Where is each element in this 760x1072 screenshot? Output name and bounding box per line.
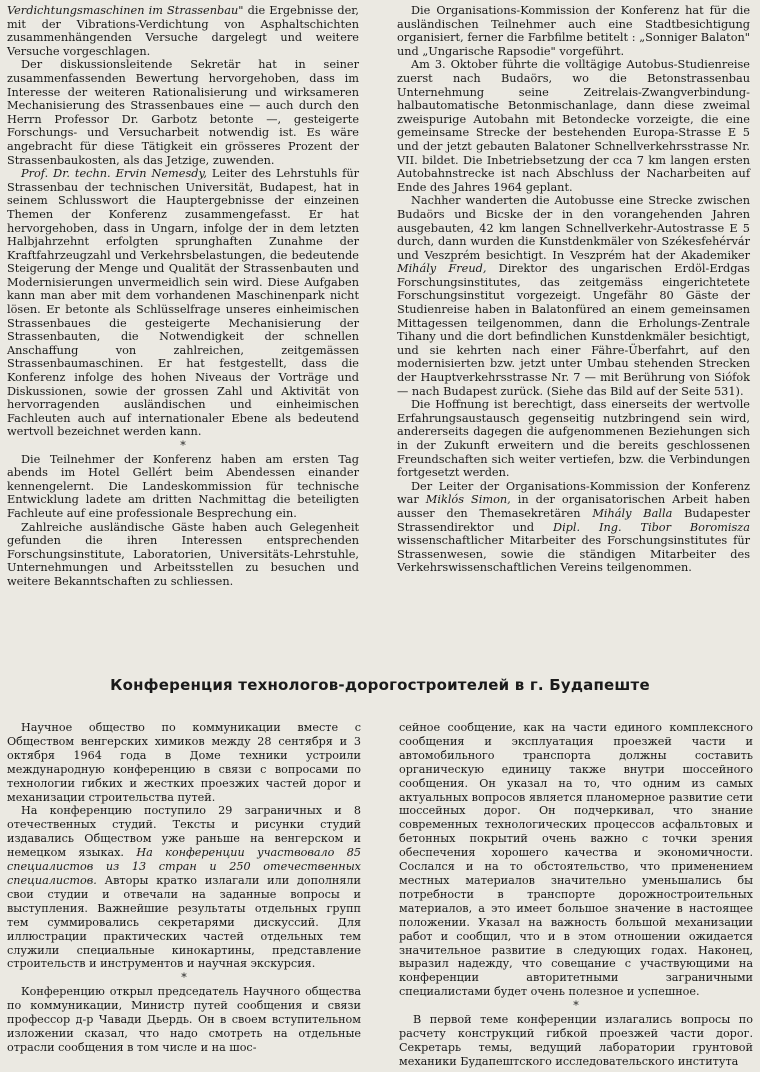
text: Budapester Strassendirektor und [397,506,751,534]
text: Nachher wanderten die Autobusse eine Strecke zwischen Budaörs und Bicske der in den vorangehenden Jahren ausgebauten, 42 km langen Schnellverkehr-Autostrasse E 5 durch, dann wurden die Kunstdenkmäler von Székesfehérvár und Veszprém besichtigt. In Veszprém hat der Akademiker [397,194,750,262]
paragraph [7,804,361,971]
person-name: Mihály Balla [592,506,673,520]
german-left-column [7,4,359,589]
german-right-column [397,4,750,575]
paragraph [397,480,750,575]
section-separator: * [573,999,579,1013]
text: wissenschaftlicher Mitarbeiter des Forschungsinstitutes für Strassenwesen, sowie die ständigen Mitarbeiter des Verkehrswissenschaftlichen Vereins teilgenommen. [397,534,750,575]
person-name: Dipl. Ing. Tibor Boromisza [553,520,750,534]
text: Direktor des ungarischen Erdöl-Erdgas Forschungsinstitutes, das zeitgemäss eingerichtetete Forschungsinstitut vorgezeigt. Ungefähr 80 Gäste der Studienreise haben in Balatonfüred an einem gemeinsamen Mittagessen teilgenommen, dann die Erholungs-Zentrale Tihany und die dort befindlichen Kunstdenkmäler besichtigt, und sie kehrten nach einer Fähre-Überfahrt, auf den modernisierten bzw. jetzt unter Umbau stehenden Strecken der Hauptverkehrsstrasse Nr. 7 — mit Berührung von Siófok — nach Budapest zurück. (Siehe das Bild auf der Seite 531). [397,262,750,398]
text: Leiter des Lehrstuhls für Strassenbau der technischen Universität, Budapest, hat in seinem Schlusswort die Hauptergebnisse der einzeinen Themen der Konferenz zusammengefasst. Er hat hervorgehoben, dass in Ungarn, infolge der in dem letzten Halbjahrzehnt erfolgten sprunghaften Zunahme der Kraftfahrzeugzahl und Verkehrsbelastungen, die bedeutende Steigerung der Menge und Qualität der Strassenbauten und Modernisierungen unvermeidlich sein wird. Diese Aufgaben kann man aber mit dem vorhandenen Maschinenpark nicht lösen. Er betonte als Schlüsselfrage unseres einheimischen Strassenbaues die gesteigerte Mechanisierung der Strassenbauten, die Notwendigkeit der schnellen Anschaffung von zahlreichen, zeitgemässen Strassenbaumaschinen. Er hat festgestellt, dass die Konferenz infolge des hohen Niveaus der Vorträge und Diskussionen, sowie der grossen Zahl und Aktivität von hervorragenden ausländischen und einheimischen Fachleuten auch auf internationaler Ebene als bedeutend wertvoll bezeichnet werden kann. [7,167,359,439]
paragraph [7,4,359,58]
text: in der organisatorischen Arbeit haben ausser den Themasekretären [397,493,750,520]
text: На конференцию поступило 29 заграничных и 8 отечественных студий. Тексты и рисунки студий издавались Обществом уже раньше на венгерском и немецком языках. [7,804,361,860]
text: Авторы кратко излагали или дополняли свои студии и отвечали на заданные вопросы и выступления. Важнейшие результаты отдельных групп тем суммировались секретарями дискуссий. Для иллюстрации практических частей отдельных тем служили специальные кинокартины, представление строительств и инструментов и научная экскурсия. [7,873,361,971]
paragraph [397,194,750,398]
italic-text: Verdichtungsmaschinen im Strassenbau" [7,4,244,17]
text: Der Leiter der Organisations-Kommission der Konferenz war [397,479,750,507]
person-name: Mihály Freud, [397,262,487,276]
article-title: Конференция технологов-дорогостроителей в г. Будапеште [110,676,650,694]
text: die Ergebnisse der, mit der Vibrations-Verdichtung von Asphaltschichten zusammenhängenden Versuche dargelegt und weitere Versuche vorgeschlagen. [7,4,360,58]
russian-right-column [399,721,753,1069]
author-name: Prof. Dr. techn. Ervin Nemesdy, [21,167,207,181]
paragraph: Die Organisations-Kommission der Konferenz hat für die ausländischen Teilnehmer auch eine Stadtbesichtigung organisiert, ferner die Farbfilme betitelt : „Sonniger Balaton" und „Ungarische Rapsodie" vorgeführt. [397,4,750,58]
paragraph: Конференцию открыл председатель Научного общества по коммуникации, Министр путей сообщения и связи профессор д-р Чавади Дьердь. Он в своем вступительном изложении сказал, что надо смотреть на отдельные отрасли сообщения в том числе и на шос- [7,985,361,1054]
paragraph: Der diskussionsleitende Sekretär hat in seiner zusammenfassenden Bewertung hervorgehoben, dass im Interesse der weiteren Rationalisierung und wirksameren Mechanisierung des Strassenbaues eine — auch durch den Herrn Professor Dr. Garbotz betonte —, gesteigerte Forschungs- und Versucharbeit notwendig ist. Es wäre angebracht für diese Tätigkeit ein grösseres Prozent der Strassenbaukosten, als das Jetzige, zuwenden. [7,58,359,167]
paragraph: Am 3. Oktober führte die volltägige Autobus-Studienreise zuerst nach Budaörs, wo die Betonstrassenbau Unternehmung seine Zeitrelais-Zwangverbindung- halbautomatische Betonmischanlage, dann diese zweimal zweispurige Autobahn mit Betondecke vorzeigte, die eine gemeinsame Strecke der bestehenden Europa-Strasse E 5 und der jetzt gebauten Balatoner Schnellverkehrsstrasse Nr. VII. bildet. Die Inbetriebsetzung der cca 7 km langen ersten Autobahnstrecke ist nach Abschluss der Nacharbeiten auf Ende des Jahres 1964 geplant. [397,58,750,194]
paragraph: Die Hoffnung ist berechtigt, dass einerseits der wertvolle Erfahrungsaustausch gegenseitig nutzbringend sein wird, andererseits dagegen die aufgenommenen Beziehungen sich in der Zukunft erweitern und die bereits geschlossenen Freundschaften sich weiter vertiefen, bzw. die Verbindungen fortgesetzt werden. [397,398,750,480]
paragraph: сейное сообщение, как на части единого комплексного сообщения и эксплуатация проезжей части и автомобильного транспорта должны составить органическую единицу также внутри шоссейного сообщения. Он указал на то, что одним из самых актуальных вопросов является планомерное развитие сети шоссейных дорог. Он подчеркивал, что знание современных технологических процессов асфальтовых и бетонных покрытий очень важно с точки зрения обеспечения хорошего качества и экономичности. Сослался и на то обстоятельство, что применением местных материалов значительно уменьшались бы потребности в транспорте дорожностроительных материалов, а это имеет большое значение в настоящее положении. Указал на важность большой механизации работ и сообщил, что и в этом отношении ожидается значительное развитие в следующих годах. Наконец, выразил надежду, что совещание с участвующими на конференции авторитетными заграничными специалистами будет очень полезное и успешное. [399,721,753,999]
italic-text: На конференции участвовало 85 специалистов из 13 стран и 250 отечественных специалистов. [7,846,361,887]
paragraph: Zahlreiche ausländische Gäste haben auch Gelegenheit gefunden die ihren Interessen entsprechenden Forschungsinstitute, Laboratorien, Universitäts-Lehrstuhle, Unternehmungen und Arbeitsstellen zu besuchen und weitere Bekanntschaften zu schliessen. [7,520,359,588]
russian-left-column [7,721,361,1055]
section-separator: * [180,439,186,452]
paragraph: Научное общество по коммуникации вместе с Обществом венгерских химиков между 28 сентября и 3 октября 1964 года в Доме техники устроили международную конференцию в связи с вопросами по технологии гибких и жестких проезжих частей дорог и механизации строительства путей. [7,721,361,804]
paragraph: В первой теме конференции излагались вопросы по расчету конструкций гибкой проезжей части дорог. Секретарь темы, ведущий лаборатории грунтовой механики Будапештского исследовательского института [399,1013,753,1068]
paragraph: Die Teilnehmer der Konferenz haben am ersten Tag abends im Hotel Gellért beim Abendessen einander kennengelernt. Die Landeskommission für technische Entwicklung ladete am dritten Nachmittag die beteiligten Fachleute auf eine professionale Besprechung ein. [7,452,359,520]
person-name: Miklós Simon, [425,493,511,507]
paragraph [7,167,359,439]
section-separator: * [181,971,187,985]
